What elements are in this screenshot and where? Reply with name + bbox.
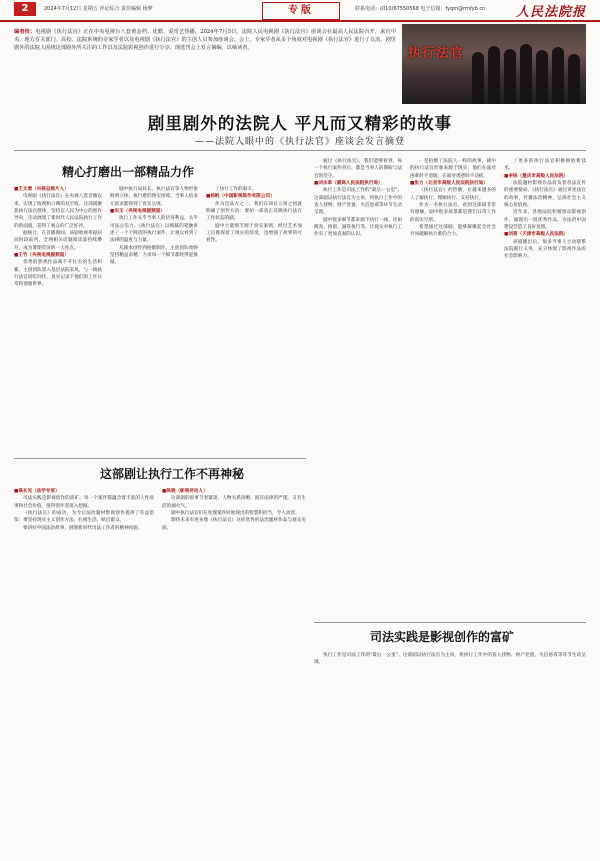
cast-figure [552,47,564,104]
cast-figure [568,54,580,104]
cast-figure [536,50,548,104]
article-column-3: 了执行工作的艰辛。 ■杨帆（中国影视制作有限公司） 作为出品方之一，我们在项目立项之初就明确了创作方向：要拍一部真正反映执行法官工作状态的剧。 剧中大量情节源于真实案例，经过艺术加工后既保留了现实的厚度，也增强了故事的可看性。 [206,187,302,244]
section-tag: 专版 [262,2,340,20]
main-headline: 剧里剧外的法院人 平凡而又精彩的故事 [147,114,453,133]
section-title-3: 司法实践是影视创作的富矿 [370,630,515,644]
cast-figure [504,49,516,104]
section-title-1: 精心打磨出一部精品力作 [62,165,195,179]
headline-rule [14,150,586,151]
editor-note [14,28,396,53]
masthead-logo: 人民法院报 [516,5,587,20]
cast-figure [488,46,500,104]
date-line: 2024年7月12日 星期五 评论综合 责任编辑 杨梦 [44,6,153,12]
cast-figure [520,44,532,104]
cast-figure [472,52,484,104]
sub-headline: ——法院人眼中的《执行法官》座谈会发言摘登 [194,137,405,147]
article-column-2: 剧中执行局局长、执行法官等人物形象鲜明立体，执行难的现实困境、当事人的多元诉求都得到了真实呈现。 ■宋玉（央视电视剧频道） 执行工作关乎当事人的切身利益，关乎司法公信力。《执行法官》以细腻的笔触讲述了一个个鲜活的执行案件，让观众看到了法律的温度与力量。 从剧本创作到拍摄制作，主创团队始终坚持精益求精，力求每一个细节都经得起推敲。 [110,187,198,266]
article-column-4: 通过《执行法官》，我们能够看到，每一个执行案件背后，都是当事人的期盼与法官的坚守。 ■刘永革（最高人民法院执行局） 执行工作是司法工作的"最后一公里"。这部剧以执行法官为主角，将执行工作中的查人找物、财产处置、失信惩戒等环节生动呈现。 剧中很多细节都来源于执行一线，比如搜查、拘留、悬赏执行等，让观众对执行工作有了更加直观的认识。 [314,159,402,238]
drama-poster-photo [402,24,586,104]
page-header [0,0,600,22]
section-rule-2 [14,458,306,459]
editor-note-label: 编者按： [14,29,36,35]
editor-note-text: 电视剧《执行法官》正在中央电视台八套黄金档、优酷、爱奇艺热播。2024年7月5日，法院人民电视剧《执行法官》座谈会在最高人民法院召开，来自中央、地方有关部门、高校、法院系统的专家学者以及电视剧《执行法官》的主创人员参加座谈会。会上，专家学者从多个角度对电视剧《执行法官》进行了交流，剧里剧外的法院人围绕这部剧外所关注的工作以及法院影视创作进行分享。现选刊会上发言摘编，以飨读者。 [14,29,396,52]
article-column-7: ■高长见（法学专家） 司法实践是影视创作的富矿。每一个案件都蕴含着丰富的人性故事和社会价值，值得创作者深入挖掘。 《执行法官》的成功，为今后法治题材影视创作提供了有益借鉴：要坚持现实主义创作方法，扎根生活、贴近群众。 要讲好中国法治故事，展现新时代司法工作者的精神风貌。 [14,489,154,531]
section-rule-3 [314,622,586,623]
page-number: 2 [14,2,36,16]
poster-title: 执行法官 [408,46,465,61]
article-column-8: ■陈晓（影视评论人） 这部剧的叙事节奏紧凑，人物关系清晰，既有法律的严谨，又有生活的烟火气。 剧中执行法官们在处理案件时展现出的智慧和担当，令人动容。 期待未来有更多像《执行法官》这样优秀的法治题材作品与观众见面。 [162,489,306,531]
article-column-5: 一是拍摄了法院人一样的故事。剧中的执行法官形象来源于现实，他们在面对困难时不退缩，在面对诱惑时不动摇。 ■张力（北京市高级人民法院执行局） 《执行法官》的热播，让越来越多的人了解执行、理解执行、支持执行。 作为一名执行法官，看到这部剧非常有感触，剧中很多场景都是我们日常工作的真实写照。 希望通过这部剧，能够凝聚起全社会共同破解执行难的合力。 [410,159,496,238]
article-column-9: 执行工作是司法工作的"最后一公里"。这部剧以执行法官为主角，将执行工作中的查人找物、财产处置、失信惩戒等环节生动呈现。 [314,653,586,666]
contact-line: 联系电话：(010)67550568 电子信箱：fyqm@rmfyb.cn [355,6,486,12]
section-title-2: 这部剧让执行工作不再神秘 [100,467,245,481]
article-column-1: ■王文增（央视总制片人） 电视剧《执行法官》在央视八套首播以来，实现了收视和口碑的双丰收。这部剧聚焦执行法官群体，坚持以人民为中心的创作导向，生动展现了新时代人民法院执行工作的新面貌，获得了观众的广泛好评。 据统计，在首播期间，该剧收视率稳居同时段前列，全网相关话题阅读量持续攀升，成为暑期荧屏的一大亮点。 ■王竹（央视电视剧频道） 优秀的影视作品离不开扎实的生活积累。主创团队深入基层法院采风，与一线执行法官同吃同住，真实记录下他们的工作日常和情感世界。 [14,187,102,288]
article-column-6: 了更多的执行法官积极拥抱新技术。 ■李杨（重庆市高级人民法院） 法院题材影视作品肩负着普法宣传的重要使命。《执行法官》通过讲述法官的故事，传播法治精神，弘扬社会主义核心价值观。 近年来，各地法院积极推动影视创作，涌现出一批优秀作品，为法治中国建设营造了良好氛围。 ■刘茜（天津市高级人民法院） 该剧播出后，很多当事人主动联系法院履行义务，充分体现了影视作品的社会影响力。 [504,159,586,260]
